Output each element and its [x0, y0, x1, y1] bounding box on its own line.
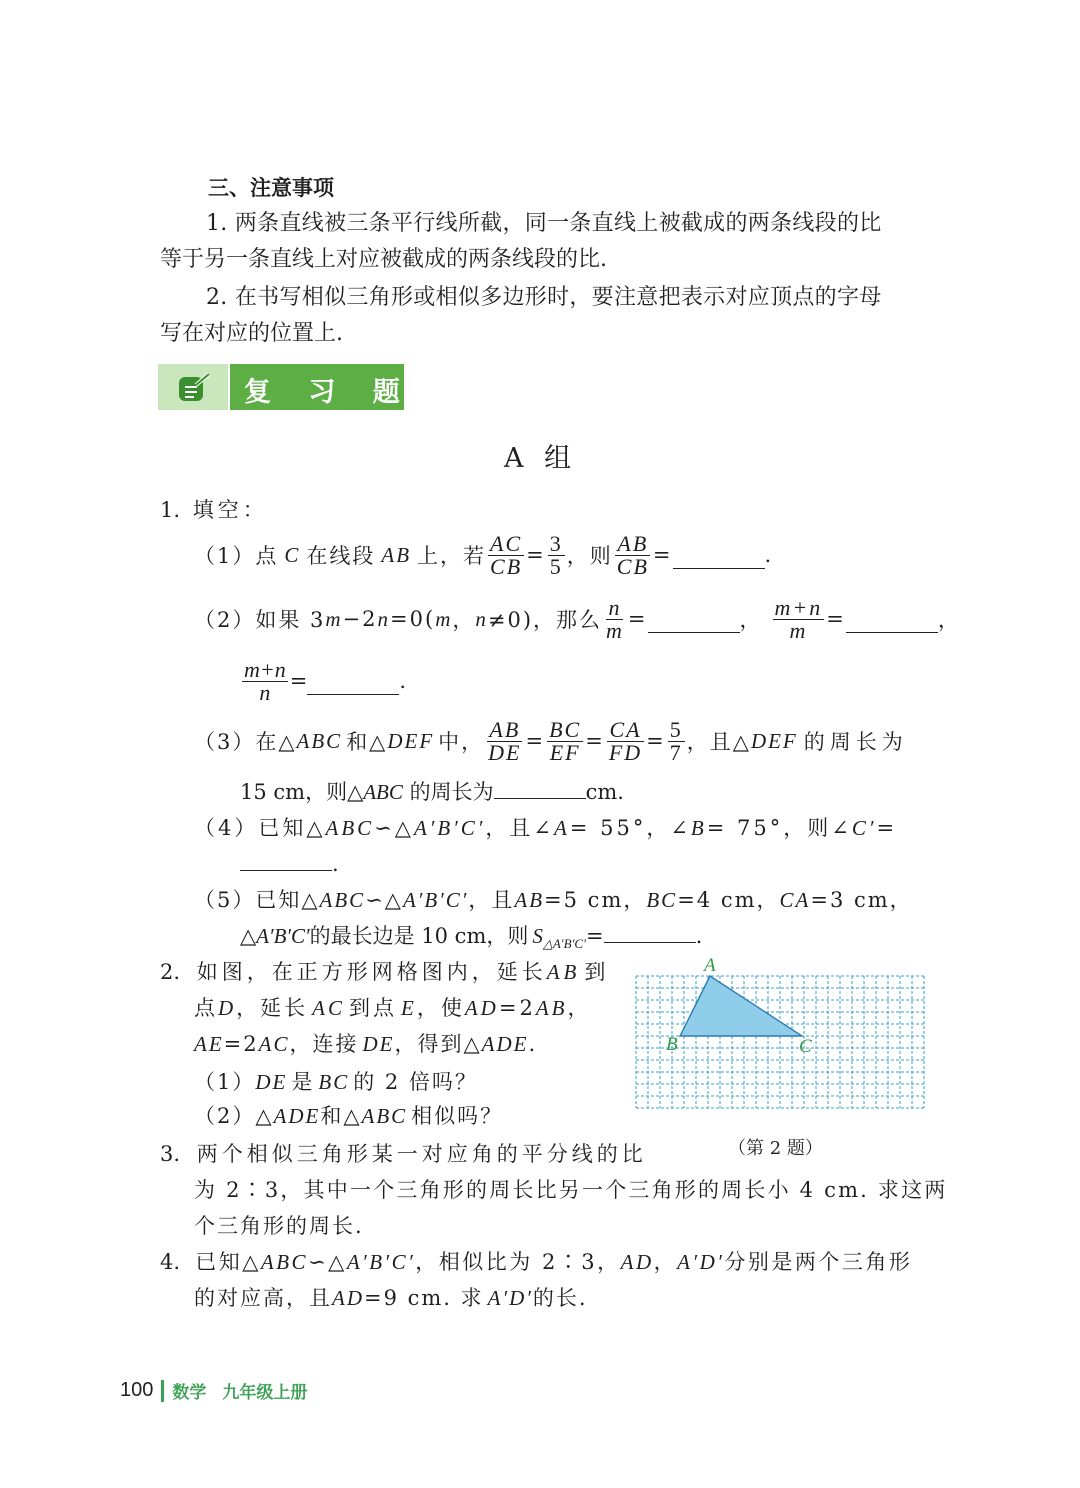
q1-p2-frac-mn-n: $\frac{m+n}{n}$	[244, 656, 286, 705]
q2-line3	[194, 1028, 537, 1058]
triangle-abc	[680, 976, 802, 1036]
q1-p3-tri-def2: DEF	[750, 728, 798, 753]
q1-p2-eq3: =	[289, 669, 308, 693]
q1-p3-tri-abc2: ABC	[363, 780, 403, 804]
q1-p3-answer-blank[interactable]	[494, 782, 586, 799]
q1-p2-comma1: ，	[739, 608, 763, 632]
q2-seg-ab: AB	[546, 960, 581, 984]
footer-book: 九年级上册	[222, 1383, 308, 1403]
q1-p3-line2a: 15 cm，则△	[240, 780, 364, 804]
q4-text-1c: ，	[653, 1250, 678, 1274]
q1-number: 1.	[160, 498, 181, 522]
q1-part4-line2	[240, 852, 339, 876]
q4-seg-ad: AD	[620, 1250, 654, 1274]
q2-text-3c: ，得到△	[394, 1032, 482, 1056]
q1-text: 填空：	[192, 498, 268, 522]
q2-text-2e: =2	[498, 996, 536, 1020]
q4-seg-ad-prime: A′D′	[677, 1250, 725, 1274]
q1-p1-frac-3-5: $\frac{3}{5}$	[549, 530, 563, 579]
q1-p2-answer-blank-3[interactable]	[307, 678, 399, 695]
q3-line2: 为 2∶3，其中一个三角形的周长比另一个三角形的周长小 4 cm. 求这两	[194, 1178, 948, 1202]
q1-p4-answer-blank[interactable]	[240, 854, 332, 871]
q2-seg-de: DE	[362, 1032, 395, 1056]
q1-p2-end: .	[399, 669, 407, 693]
q1-p5-text-a: （5）已知△	[194, 888, 320, 912]
q1-p2-eq1: =	[627, 607, 648, 631]
q1-p5-seg-ca: CA	[779, 888, 811, 912]
q1-p3-text-e: 的周长为	[803, 730, 908, 754]
q2-text-1b: 到	[584, 960, 610, 984]
q1-p2-var-m: m	[325, 606, 343, 631]
notes-item1-line1: 1. 两条直线被三条平行线所截，同一条直线上被截成的两条线段的比	[206, 211, 882, 236]
q1-part5-line2	[240, 920, 702, 952]
q1-p3-frac-ab-de: $\frac{AB}{DE}$	[488, 716, 522, 765]
footer-subject: 数学	[172, 1383, 207, 1403]
q1-p2-var-m2: m	[435, 606, 453, 631]
q1-p2-answer-blank-1[interactable]	[648, 616, 740, 633]
q1-p2-text-b: −2	[342, 607, 378, 631]
q1-p1-text-c: 在线段	[306, 544, 376, 568]
pencil-note-icon	[178, 373, 208, 401]
q1-p2-text-a: （2）如果 3	[194, 608, 326, 632]
q1-p5-text-c: =5 cm，	[544, 888, 647, 912]
q1-p4-eq: =	[876, 816, 898, 840]
q4-seg-ad2: AD	[332, 1286, 364, 1310]
q1-p1-eq1: =	[526, 543, 546, 567]
q4-seg-ad-prime2: A′D′	[487, 1286, 533, 1310]
q1-p4-sim: ∽△	[374, 816, 414, 840]
q2-text-2d: ，使	[416, 996, 465, 1020]
vertex-label-b: B	[666, 1034, 678, 1055]
q1-p5-tri-abc-prime: A′B′C′	[402, 888, 469, 912]
q1-p5-text-b: ，且	[468, 888, 515, 912]
q1-p2-comma2: ，	[937, 608, 961, 632]
q1-p5-area-s: S	[532, 924, 543, 948]
q2-s1-bc: BC	[318, 1070, 350, 1094]
notes-item1-line2: 等于另一条直线上对应被截成的两条线段的比.	[160, 247, 607, 272]
q2-s1-b: 是	[291, 1070, 315, 1094]
q2-line2	[194, 992, 591, 1022]
q1-p1-frac-ac-cb: $\frac{AC}{CB}$	[490, 530, 523, 579]
q1-p2-var-n2: n	[475, 606, 488, 631]
q2-tri-ade: ADE	[481, 1032, 529, 1056]
q2-text-2a: 点	[194, 996, 218, 1020]
q2-figure	[632, 952, 928, 1118]
q1-p5-eq: =	[585, 924, 604, 948]
q1-p3-frac-ca-fd: $\frac{CA}{FD}$	[608, 716, 643, 765]
q1-p2-var-n: n	[377, 606, 391, 631]
q1-p1-text-a: （1）点	[194, 544, 279, 568]
q1-p4-angle-a: A	[554, 816, 570, 840]
page-number: 100	[120, 1379, 154, 1401]
q2-s2-ade: ADE	[273, 1104, 321, 1128]
q1-p5-area-sub: △A′B′C′	[542, 936, 586, 952]
q1-p4-text-a: （4）已知△	[194, 816, 326, 840]
q4-text-2c: 的长.	[532, 1286, 588, 1310]
q2-text-2f: ，	[567, 996, 592, 1020]
q1-p1-text-e: 上，若	[417, 544, 487, 568]
q1-part3-line2	[240, 776, 624, 806]
q1-p5-tri-abc: ABC	[319, 888, 366, 912]
q2-text-3a: =2	[223, 1032, 259, 1056]
q1-p1-var-c: C	[284, 542, 301, 567]
q1-p3-tri-def: DEF	[387, 728, 435, 753]
q2-s1-de: DE	[255, 1070, 288, 1094]
q2-s2-b: 和△	[320, 1104, 362, 1128]
notes-item2-line2: 写在对应的位置上.	[160, 321, 343, 346]
q1-p3-line2b: 的周长为	[409, 780, 494, 804]
q1-p2-text-c: =0(	[390, 607, 436, 631]
q2-seg-ac: AC	[312, 996, 346, 1020]
q3-text-1: 两个相似三角形某一对应角的平分线的比	[196, 1142, 647, 1166]
q4-text-1a: 已知△	[195, 1250, 261, 1274]
q2-sub2	[194, 1100, 503, 1130]
group-title: A 组	[504, 443, 578, 474]
q1-p5-seg-ab: AB	[514, 888, 545, 912]
q1-p1-end: .	[764, 543, 774, 567]
q1-p1-text-g: ，则	[566, 544, 613, 568]
q2-s1-a: （1）	[194, 1070, 256, 1094]
q1-heading	[160, 494, 268, 524]
page-footer	[120, 1378, 307, 1403]
q3-number: 3.	[160, 1142, 181, 1166]
q2-s2-abc: ABC	[361, 1104, 408, 1128]
q1-p4-end: .	[332, 852, 339, 876]
q1-part3: （3）在△ ABC 和△ DEF 中， $\frac{AB}{DE}$ = $\frac{BC}{EF}$ = $\frac{CA}{FD}$ = $\frac{5}{7}$ ，且△ DEF 的周长为	[194, 716, 908, 765]
grid-lines	[636, 976, 924, 1108]
q2-seg-ab2: AB	[535, 996, 568, 1020]
q2-point-e: E	[401, 996, 417, 1020]
q1-p3-unit: cm.	[585, 780, 624, 804]
q3-line3: 个三角形的周长.	[194, 1214, 364, 1238]
q1-p3-frac-bc-ef: $\frac{BC}{EF}$	[549, 716, 582, 765]
q1-p5-sim: ∽△	[365, 888, 403, 912]
q4-text-2a: 的对应高，且	[194, 1286, 332, 1310]
q1-part2	[194, 594, 961, 644]
q2-point-d: D	[218, 996, 237, 1020]
q4-sim: ∽△	[308, 1250, 347, 1274]
q1-p5-line2a: △	[240, 924, 257, 948]
vertex-label-c: C	[799, 1036, 812, 1057]
q2-figure-caption: （第 2 题）	[728, 1138, 823, 1159]
q1-p3-text-c: 中，	[438, 730, 485, 754]
q2-sub1	[194, 1066, 478, 1096]
q1-p5-answer-blank[interactable]	[604, 926, 696, 943]
notes-item2-line1: 2. 在书写相似三角形或相似多边形时，要注意把表示对应顶点的字母	[206, 285, 882, 310]
q1-p2-frac-n-m: $\frac{n}{m}$	[606, 594, 624, 643]
q1-p3-text-d: ，且△	[686, 730, 751, 754]
q4-text-1d: 分别是两个三角形	[724, 1250, 913, 1274]
q2-text-3d: .	[528, 1032, 538, 1056]
q1-part2-line2	[240, 656, 406, 706]
q2-s2-c: 相似吗？	[411, 1104, 504, 1128]
q1-p5-text-e: =3 cm，	[810, 888, 913, 912]
q1-p5-seg-bc: BC	[646, 888, 678, 912]
q1-p4-angle-c: C′	[851, 816, 877, 840]
q1-p1-answer-blank[interactable]	[673, 552, 765, 569]
q4-text-1b: ，相似比为 2∶3，	[415, 1250, 621, 1274]
q2-s1-c: 的 2 倍吗？	[353, 1070, 478, 1094]
q1-p2-answer-blank-2[interactable]	[846, 616, 938, 633]
q1-part1	[194, 530, 773, 580]
q4-line1	[160, 1246, 912, 1276]
q2-line1	[160, 956, 609, 986]
q1-p5-end: .	[695, 924, 703, 948]
vertex-label-a: A	[704, 955, 716, 976]
q2-text-1a: 如图，在正方形网格图内，延长	[196, 960, 547, 984]
q2-grid-diagram	[632, 952, 928, 1118]
q2-seg-ae: AE	[194, 1032, 224, 1056]
q3-line1	[160, 1138, 647, 1168]
q1-part4	[194, 812, 897, 842]
q1-p1-eq2: =	[652, 543, 673, 567]
q1-p1-var-ab: AB	[381, 542, 412, 567]
q1-p3-frac-5-7: $\frac{5}{7}$	[669, 716, 683, 765]
q4-number: 4.	[160, 1250, 181, 1274]
q1-part5	[194, 884, 913, 914]
q1-p5-text-d: =4 cm，	[677, 888, 780, 912]
q1-p5-tri-abc-prime2: A′B′C′	[256, 924, 310, 948]
q1-p3-text-b: 和△	[346, 730, 388, 754]
q1-p2-text-d: ，	[452, 608, 476, 632]
q1-p4-text-b: ，且∠	[485, 816, 554, 840]
q1-p3-tri-abc: ABC	[296, 728, 343, 753]
q2-s2-a: （2）△	[194, 1104, 274, 1128]
notes-heading: 三、注意事项	[208, 176, 334, 200]
q2-number: 2.	[160, 960, 181, 984]
q2-text-2b: ，延长	[236, 996, 309, 1020]
q1-p4-text-d: = 75°，则∠	[706, 816, 852, 840]
q1-p1-frac-ab-cb: $\frac{AB}{CB}$	[616, 530, 649, 579]
q1-p4-text-c: = 55°，∠	[569, 816, 691, 840]
q4-tri-abc: ABC	[260, 1250, 309, 1274]
q4-tri-abc-prime: A′B′C′	[346, 1250, 416, 1274]
q1-p2-eq2: =	[826, 607, 846, 631]
q1-p2-frac-mn-m: $\frac{m+n}{m}$	[774, 594, 823, 643]
footer-divider	[161, 1380, 164, 1402]
q2-text-2c: 到点	[349, 996, 398, 1020]
q2-text-3b: ，连接	[289, 1032, 359, 1056]
q1-p2-text-e: ≠0)，那么	[487, 608, 603, 632]
q1-p5-line2b: 的最长边是 10 cm，则	[309, 924, 529, 948]
q1-p3-text-a: （3）在△	[194, 730, 297, 754]
q2-seg-ac2: AC	[258, 1032, 290, 1056]
q4-line2	[194, 1282, 588, 1312]
banner-label: 复 习 题	[244, 377, 414, 408]
q1-p4-tri-abc: ABC	[325, 816, 375, 840]
review-banner	[158, 364, 414, 410]
q1-p4-angle-b: B	[690, 816, 707, 840]
q2-seg-ad: AD	[464, 996, 499, 1020]
q1-p4-tri-abc-prime: A′B′C′	[413, 816, 486, 840]
q4-text-2b: =9 cm. 求	[364, 1286, 484, 1310]
